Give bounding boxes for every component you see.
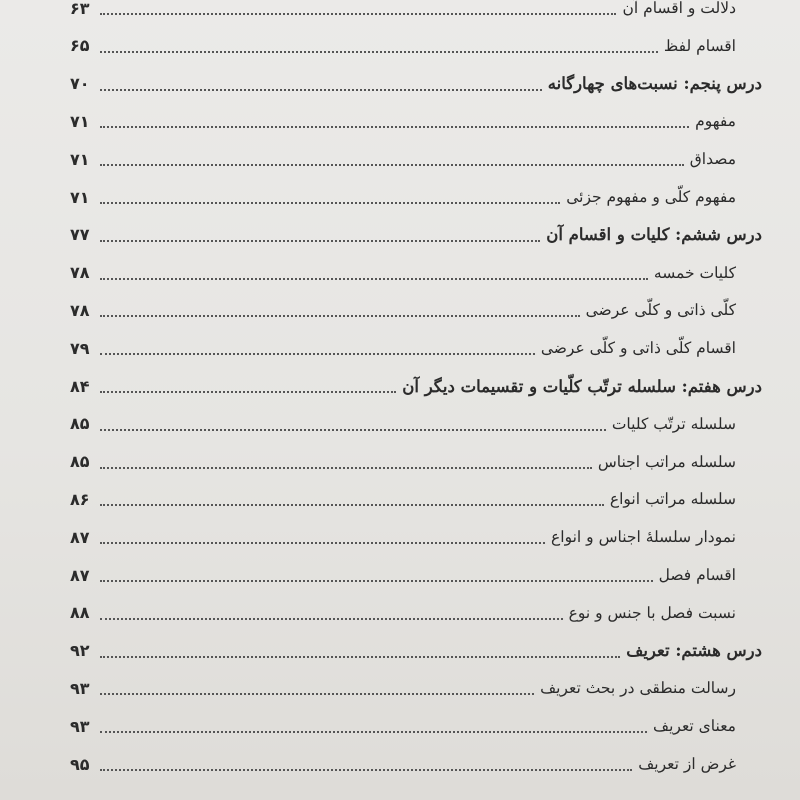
dot-leader — [100, 240, 540, 242]
toc-entry-row — [70, 712, 762, 740]
toc-entry-row — [70, 561, 762, 589]
toc-entry-row — [70, 599, 762, 627]
dot-leader — [100, 315, 580, 317]
toc-page-number: ۹۳ — [70, 678, 90, 698]
toc-page-number: ۸۸ — [70, 603, 90, 623]
dot-leader — [100, 51, 658, 53]
toc-entry-title: مفهوم — [695, 112, 736, 131]
dot-leader — [100, 353, 535, 355]
toc-entry-title: سلسله ترتّب کلیات — [611, 414, 736, 433]
toc-entry-title: دلالت و اقسام آن — [622, 0, 736, 17]
toc-entry-row — [70, 183, 762, 211]
dot-leader — [100, 769, 632, 771]
toc-page-number: ۹۵ — [70, 754, 90, 774]
toc-entry-row — [70, 674, 762, 702]
toc-entry-title: کلیات خمسه — [653, 263, 736, 282]
dot-leader — [100, 89, 542, 91]
dot-leader — [100, 504, 604, 506]
dot-leader — [100, 278, 648, 280]
toc-lesson-row — [70, 221, 762, 249]
dot-leader — [100, 429, 606, 431]
toc-entry-title: سلسله مراتب اجناس — [597, 452, 736, 471]
toc-page-number: ۸۶ — [70, 489, 90, 509]
toc-page-number: ۹۲ — [70, 641, 90, 661]
toc-entry-title: درس ششم: کلیات و اقسام آن — [546, 225, 762, 245]
toc-entry-title: درس هشتم: تعریف — [626, 641, 762, 661]
toc-entry-title: مصداق — [689, 150, 736, 169]
toc-entry-row — [70, 485, 762, 513]
dot-leader — [100, 164, 684, 166]
toc-entry-row — [70, 334, 762, 362]
toc-page-number: ۸۴ — [70, 376, 90, 396]
toc-lesson-row — [70, 637, 762, 665]
toc-entry-title: درس هفتم: سلسله ترتّب کلّیات و تقسیمات دیگر آن — [402, 376, 762, 396]
toc-entry-title: اقسام کلّی ذاتی و کلّی عرضی — [540, 339, 736, 358]
toc-entry-row — [70, 523, 762, 551]
toc-entry-row — [70, 145, 762, 173]
toc-page-number: ۶۳ — [70, 0, 90, 18]
toc-entry-title: معنای تعریف — [653, 717, 736, 736]
dot-leader — [100, 542, 545, 544]
toc-page-number: ۷۷ — [70, 225, 90, 245]
toc-entry-title: سلسله مراتب انواع — [609, 490, 736, 509]
toc-entry-title: غرض از تعریف — [638, 755, 736, 773]
toc-lesson-row — [70, 372, 762, 400]
toc-entry-row — [70, 259, 762, 287]
toc-entry-title: درس پنجم: نسبت‌های چهارگانه — [547, 74, 762, 94]
toc-entry-title: اقسام لفظ — [663, 36, 736, 55]
toc-page-number: ۹۳ — [70, 716, 90, 736]
toc-entry-title: رسالت منطقی در بحث تعریف — [540, 679, 736, 698]
toc-page-number: ۸۷ — [70, 565, 90, 585]
dot-leader — [100, 202, 560, 204]
toc-entry-row — [70, 107, 762, 135]
toc-page-number: ۸۵ — [70, 414, 90, 434]
toc-entry-title: کلّی ذاتی و کلّی عرضی — [585, 301, 736, 320]
toc-entry-title: اقسام فصل — [658, 566, 736, 584]
dot-leader — [100, 731, 647, 733]
toc-entry-row — [70, 0, 762, 22]
toc-page-number: ۷۰ — [70, 74, 90, 94]
dot-leader — [100, 13, 616, 15]
toc-entry-title: نسبت فصل با جنس و نوع — [568, 603, 736, 622]
toc-page-number: ۶۵ — [70, 36, 90, 56]
toc-entry-title: مفهوم کلّی و مفهوم جزئی — [566, 188, 736, 206]
dot-leader — [100, 467, 592, 469]
toc-page-number: ۷۱ — [70, 149, 90, 169]
toc-entry-row — [70, 410, 762, 438]
toc-entry-row — [70, 750, 762, 778]
dot-leader — [100, 656, 620, 658]
toc-page-number: ۷۹ — [70, 338, 90, 358]
dot-leader — [100, 391, 396, 393]
toc-entry-row — [70, 448, 762, 476]
dot-leader — [100, 693, 534, 695]
toc-page-number: ۷۸ — [70, 300, 90, 320]
toc-page-number: ۷۱ — [70, 111, 90, 131]
toc-page-number: ۷۸ — [70, 263, 90, 283]
toc-page-number: ۸۷ — [70, 527, 90, 547]
toc-entry-row — [70, 32, 762, 60]
toc-entry-row — [70, 296, 762, 324]
dot-leader — [100, 126, 689, 128]
toc-lesson-row — [70, 70, 762, 98]
toc-entry-title: نمودار سلسلهٔ اجناس و انواع — [551, 528, 736, 547]
toc-page-number: ۸۵ — [70, 452, 90, 472]
dot-leader — [100, 618, 563, 620]
toc-page-number: ۷۱ — [70, 187, 90, 207]
dot-leader — [100, 580, 653, 582]
